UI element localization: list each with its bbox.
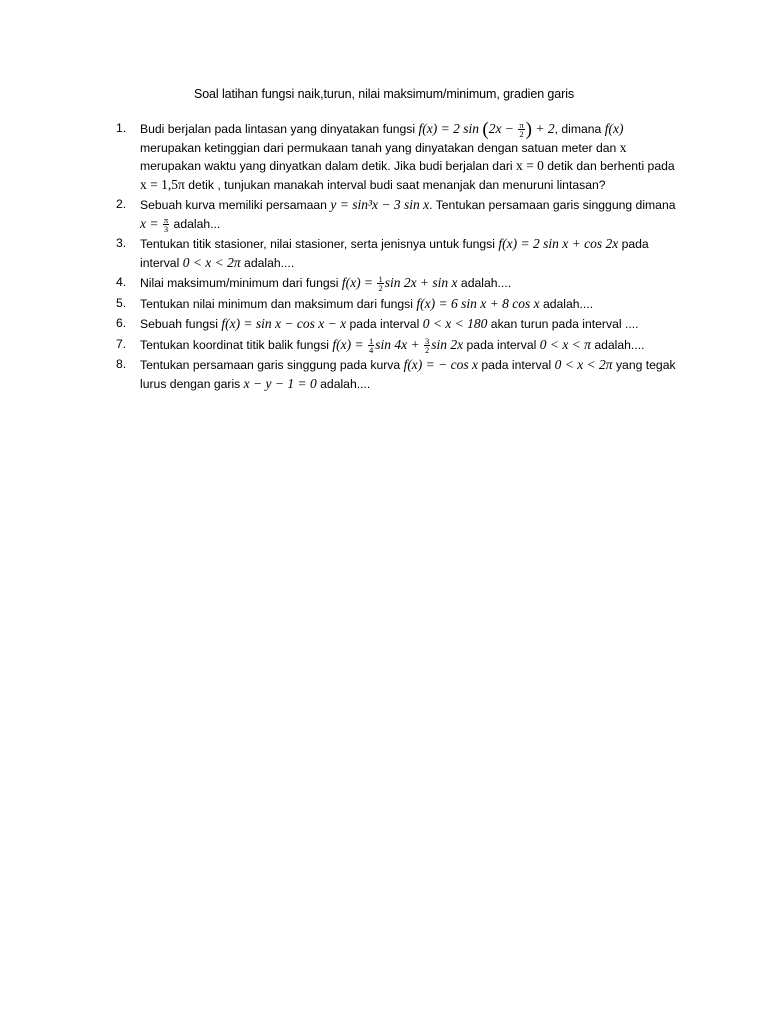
question-text: adalah...	[170, 216, 221, 231]
question-text: Budi berjalan pada lintasan yang dinyatakan fungsi	[140, 122, 419, 136]
document-title: Soal latihan fungsi naik,turun, nilai maksimum/minimum, gradien garis	[193, 87, 575, 101]
math-expression: f(x) =	[332, 336, 364, 352]
question-text: Nilai maksimum/minimum dari fungsi	[140, 276, 342, 290]
open-paren: (	[482, 119, 489, 140]
question-text: pada interval	[140, 237, 649, 270]
question-text: pada interval	[463, 337, 540, 352]
fraction-numerator: π	[519, 120, 524, 131]
question-4	[116, 274, 676, 293]
question-text: detik dan berhenti pada	[543, 159, 675, 173]
question-number: 2.	[116, 197, 127, 211]
math-expression: 0 < x < 2π	[182, 254, 241, 270]
fraction	[377, 275, 383, 292]
question-text: adalah....	[240, 255, 295, 270]
question-number: 4.	[116, 275, 127, 289]
math-expression: sin 4x +	[375, 336, 420, 352]
fraction-numerator: 3	[425, 335, 430, 346]
question-text: merupakan waktu yang dinyatkan dalam detik. Jika budi berjalan dari	[140, 159, 516, 173]
math-expression: 0 < x < 2π	[554, 357, 613, 372]
math-expression: x − y − 1 = 0	[243, 375, 317, 391]
close-paren: )	[525, 119, 532, 140]
math-expression: 0 < x < π	[539, 336, 591, 352]
fraction	[518, 121, 524, 138]
math-expression: 0 < x < 180	[422, 316, 488, 331]
question-number: 1.	[116, 121, 127, 135]
math-expression: f(x) = − cos x	[403, 357, 479, 372]
math-expression: f(x) =	[341, 275, 374, 290]
fraction	[368, 337, 374, 354]
question-text: detik , tunjukan manakah interval budi saat menanjak dan menuruni lintasan?	[184, 177, 606, 192]
math-expression: f(x) = sin x − cos x − x	[221, 316, 347, 331]
question-text: pada interval	[478, 358, 555, 372]
math-expression: y = sin³x − 3 sin x	[330, 197, 430, 212]
question-text: Tentukan persamaan garis singgung pada kurva	[140, 358, 404, 372]
fraction-numerator: 1	[378, 274, 383, 285]
math-expression: x = 0	[516, 158, 544, 173]
math-expression: x =	[140, 215, 159, 231]
fraction-denominator: 4	[369, 344, 374, 355]
question-number: 3.	[116, 236, 127, 250]
question-text: Sebuah fungsi	[140, 317, 222, 331]
question-5	[116, 295, 676, 314]
fraction	[424, 337, 430, 354]
question-2	[116, 196, 676, 233]
question-1	[116, 120, 676, 194]
question-text: Sebuah kurva memiliki persamaan	[140, 198, 331, 212]
question-text: adalah....	[457, 276, 512, 290]
question-7	[116, 336, 676, 355]
fraction-numerator: 1	[369, 335, 374, 346]
question-text: , dimana	[554, 122, 605, 136]
math-expression: x = 1,5π	[140, 176, 185, 192]
question-text: . Tentukan persamaan garis singgung dimana	[429, 198, 676, 212]
question-text: pada interval	[346, 317, 423, 331]
question-number: 6.	[116, 316, 127, 330]
question-text: Tentukan koordinat titik balik fungsi	[140, 337, 333, 352]
question-text: merupakan ketinggian dari permukaan tanah yang dinyatakan dengan satuan meter dan	[140, 140, 620, 155]
question-text: yang tegak lurus dengan garis	[140, 358, 676, 391]
question-text: adalah....	[539, 296, 594, 311]
fraction-denominator: 2	[378, 283, 383, 294]
question-list	[116, 120, 676, 395]
math-expression: f(x)	[604, 121, 624, 136]
question-number: 5.	[116, 295, 127, 310]
math-expression: f(x) = 2 sin x + cos 2x	[498, 236, 619, 251]
question-text: Tentukan nilai minimum dan maksimum dari fungsi	[140, 296, 417, 311]
question-3	[116, 235, 676, 272]
question-text: adalah....	[316, 376, 371, 391]
question-number: 8.	[116, 357, 127, 371]
question-8	[116, 356, 676, 393]
question-text: akan turun pada interval ....	[487, 317, 639, 331]
math-expression: 2x −	[488, 121, 514, 136]
math-expression: + 2	[535, 121, 555, 136]
math-expression: f(x) = 6 sin x + 8 cos x	[416, 295, 540, 311]
question-6	[116, 315, 676, 334]
fraction-denominator: 2	[519, 129, 524, 140]
fraction-denominator: 3	[163, 223, 169, 234]
math-expression: sin 2x + sin x	[384, 275, 458, 290]
fraction	[163, 216, 169, 233]
question-text: Tentukan titik stasioner, nilai stasioner, serta jenisnya untuk fungsi	[140, 237, 499, 251]
fraction-numerator: π	[163, 214, 169, 225]
question-number: 7.	[116, 336, 127, 351]
math-expression: sin 2x	[431, 336, 464, 352]
math-expression: x	[619, 139, 627, 155]
math-expression: f(x) = 2 sin	[418, 121, 479, 136]
fraction-denominator: 2	[425, 344, 430, 355]
question-text: adalah....	[590, 337, 645, 352]
